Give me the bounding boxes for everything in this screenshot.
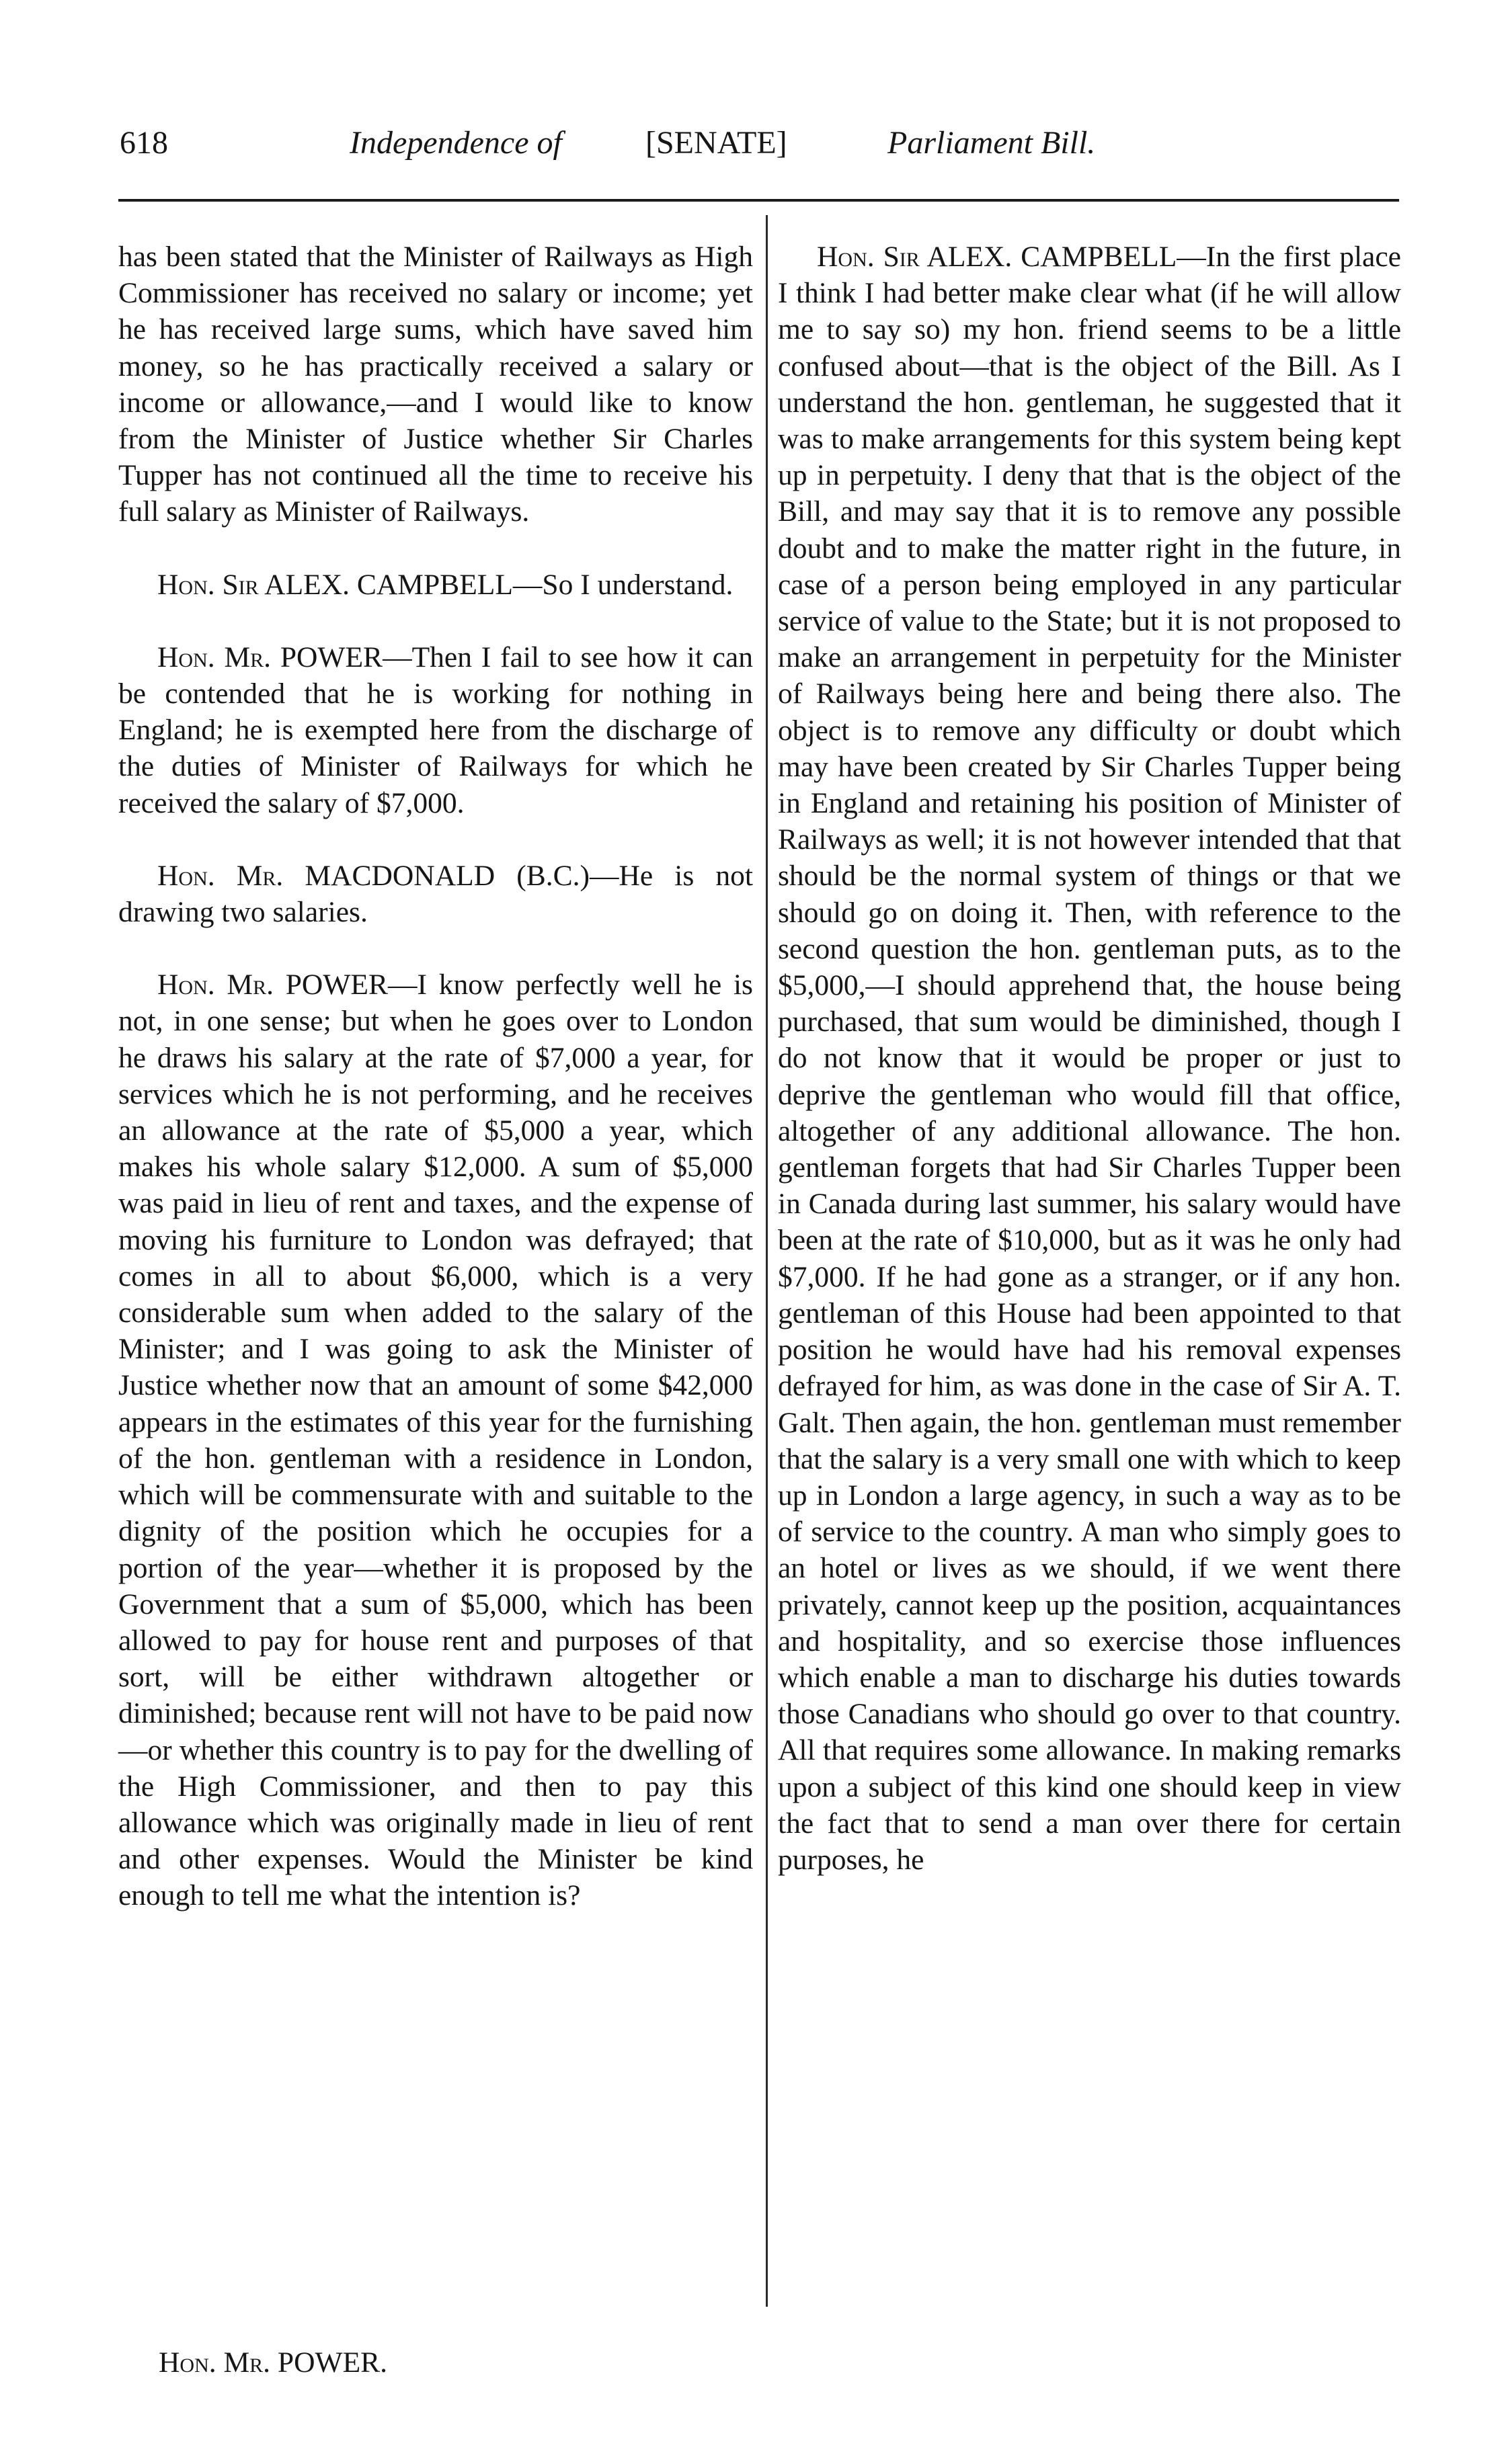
speaker-name: Hon. Mr. POWER — [157, 969, 388, 1001]
speaker-name: Hon. Mr. POWER — [157, 641, 383, 673]
column-divider — [766, 215, 768, 2307]
header-rule — [118, 199, 1399, 202]
paragraph — [118, 239, 753, 530]
footer-speaker-reference: Hon. Mr. POWER. — [159, 2346, 388, 2379]
speaker-name: Hon. Sir ALEX. CAMPBELL — [817, 241, 1177, 273]
running-header — [114, 120, 1392, 167]
page-number: 618 — [120, 125, 168, 161]
header-title-right: Parliament Bill. — [887, 125, 1096, 161]
header-chamber: [SENATE] — [645, 125, 787, 161]
paragraph-text: has been stated that the Minister of Railways as High Commissioner has received no salary or income; yet he has received large sums, which have saved him money, so he has practically received a salary or income or allowance,—and I would like to know from the Minister of Justice whether Sir Charles Tupper has not continued all the time to receive his full salary as Minister of Railways. — [118, 241, 753, 528]
speaker-name: Hon. Sir ALEX. CAMPBELL — [157, 568, 513, 601]
header-title-left: Independence of — [350, 125, 562, 161]
paragraph — [118, 639, 753, 821]
speech-text: —Then I fail to see how it can be contended that he is working for nothing in England; he is exempted here from the discharge of the duties of Minister of Railways for which he received the salary of $7,000. — [118, 641, 753, 819]
speech-text: —I know perfectly well he is not, in one sense; but when he goes over to London he draws his salary at the rate of $7,000 a year, for services which he is not performing, and he receives an allowance at the rate of $5,000 a year, which makes his whole salary $12,000. A sum of $5,000 was paid in lieu of rent and taxes, and the expense of moving his furniture to London was defrayed; that comes in all to about $6,000, which is a very considerable sum when added to the salary of the Minister; and I was going to ask the Minister of Justice whether now that an amount of some $42,000 appears in the estimates of this year for the furnishing of the hon. gentleman with a residence in London, which will be commensurate with and suitable to the dignity of the position which he occupies for a portion of the year—whether it is proposed by the Government that a sum of $5,000, which has been allowed to pay for house rent and purposes of that sort, will be either withdrawn altogether or diminished; because rent will not have to be paid now—or whether this country is to pay for the dwelling of the High Commissioner, and then to pay this allowance which was originally made in lieu of rent and other expenses. Would the Minister be kind enough to tell me what the intention is? — [118, 969, 753, 1912]
speech-text: —He is not drawing two salaries. — [118, 859, 753, 929]
right-column — [778, 239, 1401, 1914]
paragraph — [118, 967, 753, 1914]
speaker-name: Hon. Mr. MACDONALD (B.C.) — [157, 859, 590, 892]
speech-text: —So I understand. — [512, 568, 734, 601]
speech-text: —In the first place I think I had better make clear what (if he will allow me to say so) my hon. friend seems to be a little confused about—that is the object of the Bill. As I understand the hon. gentleman, he suggested that it was to make arrangements for this system being kept up in perpetuity. I deny that that is the object of the Bill, and may say that it is to remove any possible doubt and to make the matter right in the future, in case of a person being employed in any particular service of value to the State; but it is not proposed to make an arrangement in perpetuity for the Minister of Railways being here and being there also. The object is to remove any difficulty or doubt which may have been created by Sir Charles Tupper being in England and retaining his position of Minister of Railways as well; it is not however intended that that should be the normal system of things or that we should go on doing it. Then, with reference to the second question the hon. gentleman puts, as to the $5,000,—I should apprehend that, the house being purchased, that sum would be diminished, though I do not know that it would be proper or just to deprive the gentleman who would fill that office, altogether of any additional allowance. The hon. gentleman forgets that had Sir Charles Tupper been in Canada during last summer, his salary would have been at the rate of $10,000, but as it was he only had $7,000. If he had gone as a stranger, or if any hon. gentleman of this House had been appointed to that position he would have had his removal expenses defrayed for him, as was done in the case of Sir A. T. Galt. Then again, the hon. gentleman must remember that the salary is a very small one with which to keep up in London a large agency, in such a way as to be of service to the country. A man who simply goes to an hotel or lives as we should, if we went there privately, cannot keep up the position, acquaintances and hospitality, and so exercise those influences which enable a man to discharge his duties towards those Canadians who should go over to that country. All that requires some allowance. In making remarks upon a subject of this kind one should keep in view the fact that to send a man over there for certain purposes, he — [778, 241, 1401, 1876]
paragraph — [778, 239, 1401, 1878]
paragraph — [118, 858, 753, 930]
left-column — [118, 239, 753, 1950]
paragraph — [118, 567, 753, 603]
